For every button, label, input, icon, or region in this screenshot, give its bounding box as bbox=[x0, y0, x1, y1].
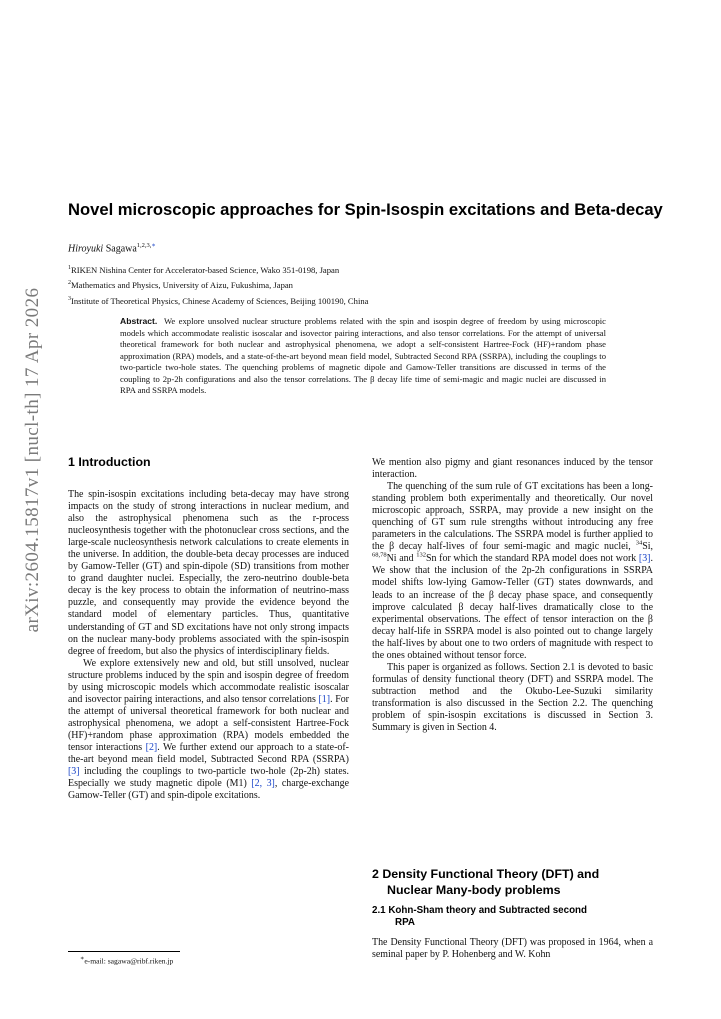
arxiv-id: arXiv:2604.15817v1 [nucl-th] 17 Apr 2026 bbox=[22, 287, 43, 633]
affiliation-1: $^1$RIKEN Nishina Center for Accelerator-based Science, Wako 351-0198, Japan bbox=[68, 264, 340, 275]
affiliation-2: $^2$Mathematics and Physics, University of Aizu, Fukushima, Japan bbox=[68, 280, 293, 291]
dft-paragraph: The Density Functional Theory (DFT) was proposed in 1964, when a seminal paper by P. Hohenberg and W. Kohn bbox=[372, 937, 653, 961]
left-column bbox=[68, 489, 349, 802]
affiliation-3: $^3$Institute of Theoretical Physics, Chinese Academy of Sciences, Beijing 100190, China bbox=[68, 295, 369, 306]
intro-paragraph-3: We mention also pigmy and giant resonances induced by the tensor interaction. bbox=[372, 457, 653, 481]
affiliations bbox=[68, 262, 368, 308]
intro-paragraph-4: The quenching of the sum rule of GT excitations has been a long-standing problem both experimentally and theoretically. Our novel microscopic approach, SSRPA, may provide a new insight on the quenching of GT sum rule strengths without introducing any free parameters in the calculations. The SSRPA model is further applied to the β decay half-lives of four semi-magic and magic nuclei, $^{34}$Si, $^{68,78}$Ni and $^{132}$Sn for which the standard RPA model does not work [3]. We show that the inclusion of the 2p-2h configurations in SSRPA model shifts low-lying Gamow-Teller (GT) states downwards, and leads to an increase of the β decay phase space, and consequently improve calculated β decay half-lives dramatically close to the experimental observations. The effect of tensor interaction on the β decay half-life in SSRPA model is also pointed out to change largely the half-lives by about one to two orders of magnitude with respect to the ones obtained without tensor force. bbox=[372, 481, 653, 661]
citation-link[interactable]: [2, 3] bbox=[251, 778, 275, 790]
intro-paragraph-5: This paper is organized as follows. Section 2.1 is devoted to basic formulas of density functional theory (DFT) and SSRPA model. The subtraction method and the Okubo-Lee-Suzuki similarity transformation is also discussed in the Section 2.2. The quenching problem of spin-isospin excitations is discussed in Section 3. Summary is given in Section 4. bbox=[372, 661, 653, 734]
corresponding-author-link[interactable]: ∗ bbox=[151, 242, 156, 249]
author-first-name: Hiroyuki bbox=[68, 243, 104, 255]
abstract-text: We explore unsolved nuclear structure problems related with the spin and isospin degree of freedom by using microscopic models which accommodate realistic isoscalar and isovector pairing interactions, and also tensor correlations. For the attempt of universal theoretical framework for both nuclear and astrophysical phenomena, we adopt a self-consistent Hartree-Fock (HF)+random phase approximation (RPA) models, and a state-of-the-art beyond mean field model, Subtracted Second RPA (SSRPA), including the couplings to two-particle two-hole states. The quenching problems of magnetic dipole and Gamow-Teller transitions are discussed in terms of the coupling to 2p-2h configurations and also the tensor correlations. The β decay life time of semi-magic and magic nuclei are discussed in RPA and SSRPA models. bbox=[120, 316, 606, 395]
footnote-rule bbox=[68, 951, 180, 952]
author-affil-marks: 1,2,3,∗ bbox=[136, 242, 156, 249]
author-line bbox=[68, 241, 156, 254]
citation-link[interactable]: [3] bbox=[68, 766, 80, 778]
arxiv-watermark bbox=[6, 240, 60, 680]
intro-paragraph-2: We explore extensively new and old, but still unsolved, nuclear structure problems induced by the spin and isospin degree of freedom by using microscopic models which accommodate realistic isoscalar and isovector pairing interactions, and also tensor correlations [1]. For the attempt of universal theoretical framework for both nuclear and astrophysical phenomena, we adopt a self-consistent Hartree-Fock (HF)+random phase approximation (RPA) models embedded the tensor interactions [2]. We further extend our approach to a state-of-the-art beyond mean field model, Subtracted Second RPA (SSRPA) [3] including the couplings to two-particle two-hole (2p-2h) states. Especially we study magnetic dipole (M1) [2, 3], charge-exchange Gamow-Teller (GT) and spin-dipole excitations. bbox=[68, 657, 349, 802]
author-name bbox=[68, 243, 137, 254]
subsection-heading-kohn-sham: 2.1 Kohn-Sham theory and Subtracted second RPA bbox=[372, 905, 588, 928]
abstract bbox=[120, 316, 606, 397]
intro-paragraph-1: The spin-isospin excitations including beta-decay may have strong impacts on the study of strong interactions in nuclear medium, and also the astrophysical phenomena such as the r-process nucleosynthesis together with the photonuclear cross sections, and the large-scale nucleosynthesis network calculations to create elements in the universe. In addition, the double-beta decay processes are induced by Gamow-Teller (GT) and spin-dipole (SD) transitions from mother to grand daughter nuclei. Especially, the zero-neutrino double-beta decay is the key process to obtain the information of neutrino-mass puzzle, and consequently may provide the evidence beyond the standard model of elementary particles. Thus, quantitative understanding of GT and SD excitations have not only strong impacts on the nuclear many-body problems associated with the spin-isospin degree of freedom, but also the physics of interdisciplinary fields. bbox=[68, 489, 349, 657]
paper-title: Novel microscopic approaches for Spin-Isospin excitations and Beta-decay bbox=[68, 200, 663, 219]
footnote: ∗e-mail: sagawa@ribf.riken.jp bbox=[80, 955, 174, 966]
author-last-name: Sagawa bbox=[105, 243, 137, 255]
author-email: e-mail: sagawa@ribf.riken.jp bbox=[84, 956, 174, 966]
citation-link[interactable]: [2] bbox=[145, 741, 158, 753]
section-heading-dft: 2 Density Functional Theory (DFT) and Nuclear Many-body problems bbox=[372, 867, 600, 897]
citation-link[interactable]: [1] bbox=[318, 693, 331, 705]
right-column bbox=[372, 457, 653, 734]
section-heading-introduction: 1 Introduction bbox=[68, 455, 151, 469]
citation-link[interactable]: [3] bbox=[638, 553, 651, 565]
abstract-label: Abstract. bbox=[120, 316, 158, 326]
